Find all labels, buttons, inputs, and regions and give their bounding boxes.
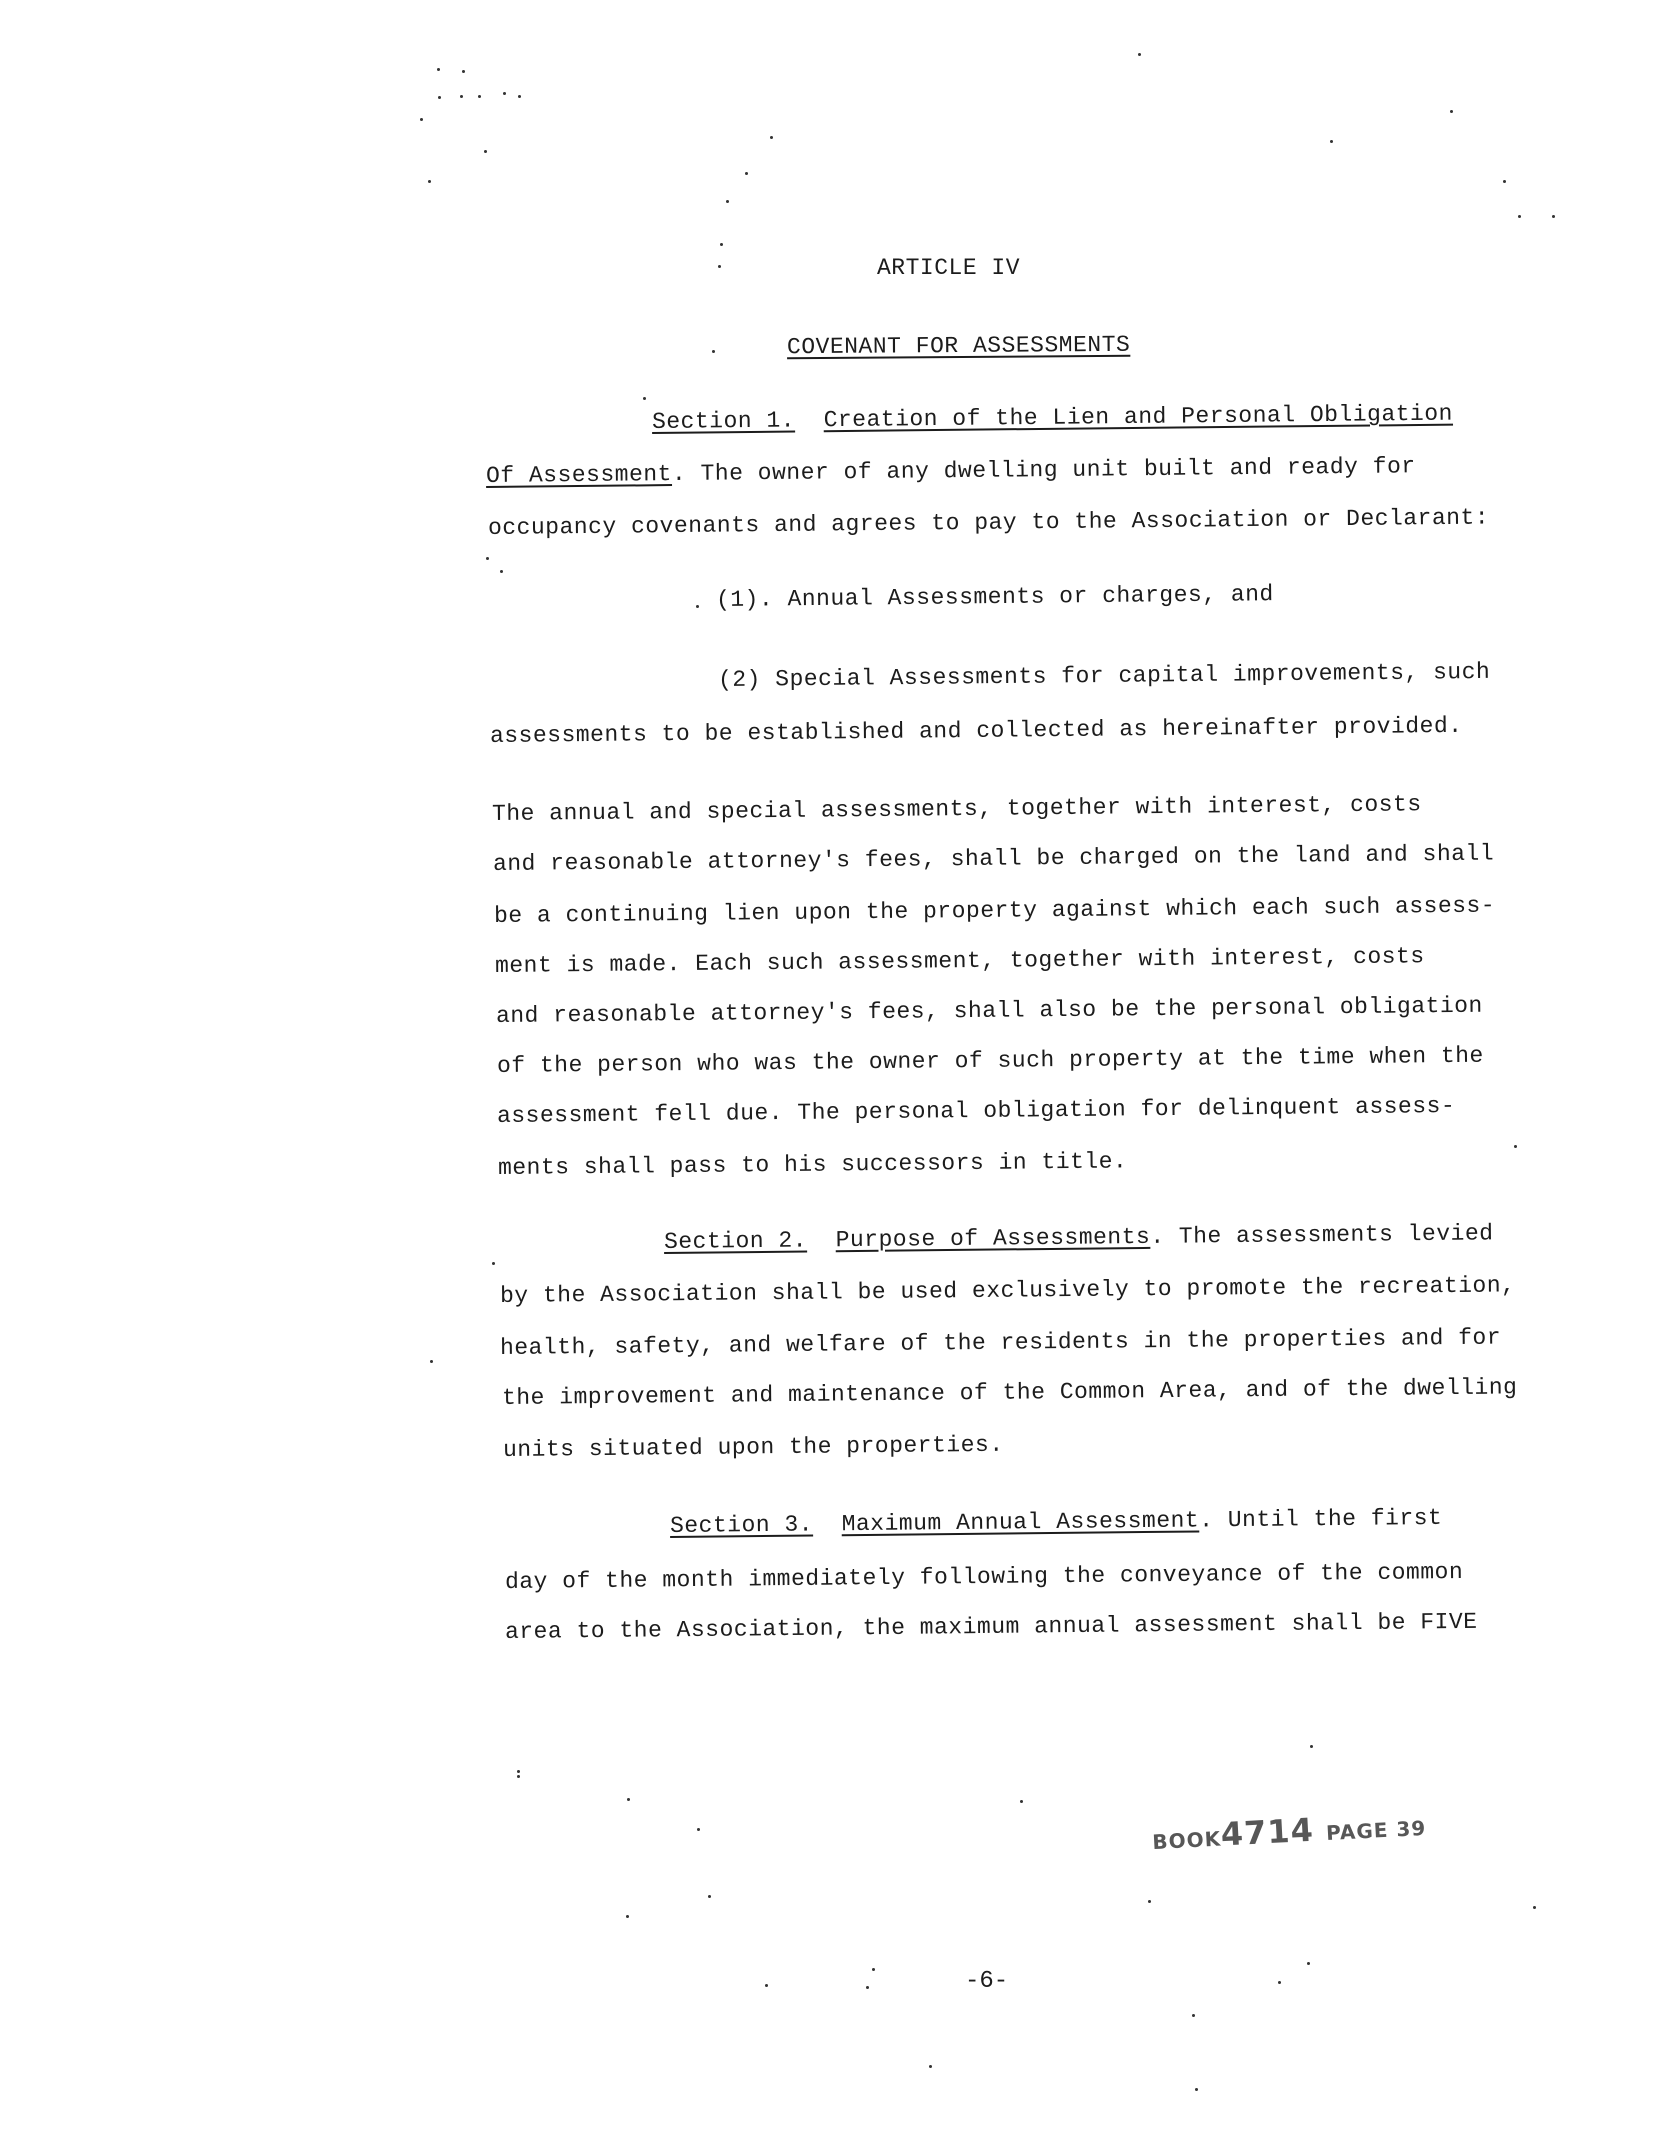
- scan-speck: [517, 1770, 520, 1773]
- scan-speck: [1514, 1145, 1517, 1148]
- section1-heading: Creation of the Lien and Personal Obligation: [823, 400, 1454, 434]
- stamp-book: 4714: [1219, 1810, 1315, 1854]
- scan-speck: [1503, 180, 1506, 183]
- section1-paragraph-line: ment is made. Each such assessment, together with interest, costs: [494, 943, 1425, 979]
- scan-speck: [484, 150, 487, 153]
- scan-speck: [1192, 2014, 1195, 2017]
- scan-speck: [708, 1895, 711, 1898]
- section3-line: day of the month immediately following the conveyance of the common: [504, 1558, 1464, 1595]
- scan-speck: [428, 180, 431, 183]
- scan-speck: [866, 1986, 869, 1989]
- section1-paragraph-line: of the person who was the owner of such property at the time when the: [496, 1042, 1484, 1079]
- section2-text: . The assessments levied: [1150, 1220, 1494, 1250]
- section1-item-2: (2) Special Assessments for capital improvements, such: [717, 658, 1491, 693]
- scan-speck: [1278, 1981, 1281, 1984]
- section2-heading: Purpose of Assessments: [835, 1223, 1151, 1254]
- stamp-prefix: BOOK: [1151, 1826, 1222, 1855]
- section1-heading-cont: Of Assessment: [485, 461, 673, 489]
- scan-speck: [462, 70, 465, 73]
- section3-text: . Until the first: [1199, 1504, 1443, 1534]
- section2-label: Section 2.: [663, 1227, 808, 1255]
- article-subtitle: COVENANT FOR ASSESSMENTS: [786, 331, 1131, 361]
- scan-speck: [1148, 1900, 1151, 1903]
- scan-speck: [1310, 1745, 1313, 1748]
- scan-speck: [460, 95, 463, 98]
- section1-line: [486, 452, 1416, 490]
- section1-line: occupancy covenants and agrees to pay to the Association or Declarant:: [487, 504, 1490, 541]
- scan-speck: [486, 557, 489, 560]
- section1-label: Section 1.: [651, 407, 796, 435]
- scan-speck: [696, 605, 699, 608]
- scan-speck: [1450, 110, 1453, 113]
- section2-heading-line: [664, 1219, 1494, 1256]
- stamp-page: PAGE 39: [1325, 1815, 1427, 1846]
- recording-stamp: [1151, 1805, 1427, 1857]
- scan-speck: [420, 118, 423, 121]
- scan-speck: [1552, 215, 1555, 218]
- scan-speck: [726, 200, 729, 203]
- scan-speck: [500, 570, 503, 573]
- section1-paragraph-line: and reasonable attorney's fees, shall also be the personal obligation: [495, 992, 1483, 1029]
- scan-speck: [1533, 1906, 1536, 1909]
- scan-speck: [503, 92, 506, 95]
- section3-label: Section 3.: [669, 1511, 814, 1539]
- scan-speck: [718, 265, 721, 268]
- section1-paragraph-line: assessment fell due. The personal obligation for delinquent assess-: [496, 1092, 1456, 1129]
- page-number: -6-: [965, 1968, 1009, 1995]
- section2-line: by the Association shall be used exclusively to promote the recreation,: [499, 1272, 1516, 1309]
- scan-speck: [437, 68, 440, 71]
- scan-speck: [518, 95, 521, 98]
- section1-paragraph-line: The annual and special assessments, together with interest, costs: [491, 791, 1422, 827]
- scan-speck: [1020, 1800, 1023, 1803]
- scan-speck: [720, 243, 723, 246]
- section1-text: . The owner of any dwelling unit built and ready for: [671, 453, 1416, 488]
- section1-item-2-cont: assessments to be established and collected as hereinafter provided.: [489, 712, 1463, 749]
- scan-speck: [765, 1984, 768, 1987]
- section2-line: units situated upon the properties.: [502, 1431, 1004, 1463]
- scan-speck: [492, 1262, 495, 1265]
- section3-heading-line: [670, 1504, 1443, 1540]
- scan-speck: [626, 1915, 629, 1918]
- scan-speck: [478, 95, 481, 98]
- scan-speck: [517, 1775, 520, 1778]
- scan-speck: [697, 1828, 700, 1831]
- section1-paragraph-line: be a continuing lien upon the property against which each such assess-: [493, 892, 1496, 929]
- section1-item-1: (1). Annual Assessments or charges, and: [715, 581, 1274, 613]
- scan-speck: [1518, 215, 1521, 218]
- scan-speck: [872, 1968, 875, 1971]
- scan-speck: [627, 1798, 630, 1801]
- scan-speck: [929, 2065, 932, 2068]
- scan-speck: [430, 1360, 433, 1363]
- scan-speck: [1330, 140, 1333, 143]
- section3-heading: Maximum Annual Assessment: [841, 1507, 1200, 1538]
- section1-paragraph-line: and reasonable attorney's fees, shall be charged on the land and shall: [492, 840, 1495, 877]
- scan-speck: [712, 350, 715, 353]
- scan-speck: [1195, 2088, 1198, 2091]
- scan-speck: [745, 172, 748, 175]
- scan-speck: [643, 397, 646, 400]
- scan-speck: [770, 136, 773, 139]
- scan-speck: [1138, 53, 1141, 56]
- scan-speck: [438, 96, 441, 99]
- section2-line: the improvement and maintenance of the Common Area, and of the dwelling: [501, 1374, 1518, 1411]
- section1-heading-line: [652, 400, 1453, 436]
- section1-paragraph-line: ments shall pass to his successors in title.: [497, 1148, 1128, 1181]
- scan-speck: [1307, 1962, 1310, 1965]
- section3-line: area to the Association, the maximum annual assessment shall be FIVE: [504, 1608, 1478, 1645]
- article-title: ARTICLE IV: [877, 255, 1021, 281]
- section2-line: health, safety, and welfare of the residents in the properties and for: [499, 1324, 1502, 1361]
